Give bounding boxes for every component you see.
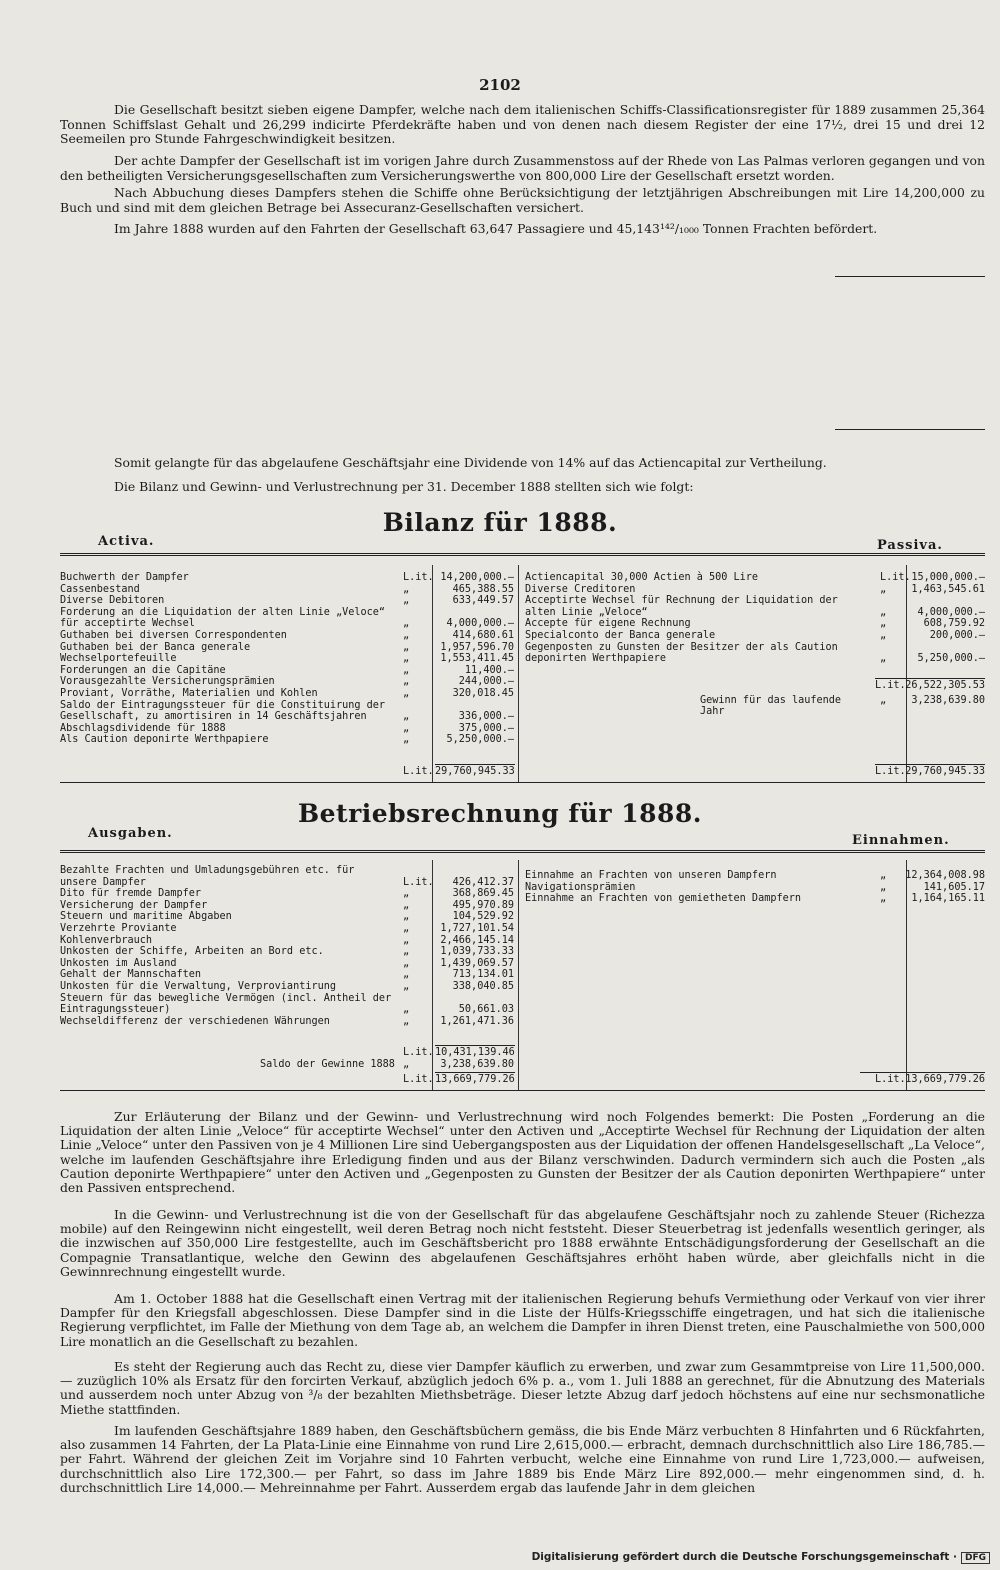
activa-total-rule [435,764,515,765]
activa-row-amount: 375,000.— [458,722,514,734]
bilanz-bottom-rule [60,782,985,783]
einnahmen-row-currency: „ [880,893,887,905]
ausgaben-total-rule [435,1072,515,1073]
einnahmen-heading: Einnahmen. [852,833,950,848]
activa-row-currency: „ [403,653,410,665]
activa-row-label: Saldo der Eintragungssteuer für die Constituirung der Gesellschaft, zu amortisiren in 14 Geschäftsjahren [60,699,392,723]
activa-row [60,734,516,746]
closing-paragraph-2 [60,1208,985,1279]
ausgaben-row-label: Verzehrte Proviante [60,922,177,934]
ausgaben-row-amount: 104,529.92 [452,911,514,923]
passiva-row-amount: 608,759.92 [923,618,985,630]
einnahmen-row-currency: „ [880,870,887,881]
activa-row-amount: 414,680.61 [452,629,514,641]
intro-paragraph-3 [60,186,985,215]
saldo-label: Saldo der Gewinne 1888 [260,1058,395,1070]
ausgaben-row [60,923,516,935]
activa-row-amount: 1,957,596.70 [440,641,514,653]
activa-row-label: Wechselportefeuille [60,653,177,665]
intro-text-3: Nach Abbuchung dieses Dampfers stehen die Schiffe ohne Berücksichtigung der letztjährigen Abschreibungen mit Lire 14,200,000 zu Buch und sind mit dem gleichen Betrage bei Assecuranz-Gesellschaften versichert. [60,185,985,215]
activa-row-amount: 633,449.57 [452,595,514,607]
passiva-row-currency: „ [880,583,887,595]
activa-row [60,653,516,665]
intro-paragraph-4 [60,222,985,237]
einnahmen-total-rule [860,1072,985,1073]
activa-row-label: Guthaben bei diversen Correspondenten [60,629,287,641]
ausgaben-row-label: Kohlenverbrauch [60,934,153,946]
activa-row-label: Abschlagsdividende für 1888 [60,722,226,734]
activa-row-label: Cassenbestand [60,583,140,595]
ausgaben-row-label: Versicherung der Dampfer [60,899,208,911]
einnahmen-row-currency: „ [880,881,887,893]
einnahmen-row [525,870,985,882]
passiva-row [525,642,985,665]
ausgaben-row-currency: „ [403,899,410,911]
ausgaben-row-amount: 368,869.45 [452,888,514,900]
passiva-row-amount: 200,000.— [929,629,985,641]
ausgaben-row-label: Wechseldifferenz der verschiedenen Währungen [60,1015,330,1027]
activa-row-currency: „ [403,595,410,607]
bilanz-intro [60,480,985,495]
ausgaben-row [60,911,516,923]
activa-row [60,572,516,584]
ausgaben-row-label: Steuern und maritime Abgaben [60,911,232,923]
einnahmen-row-amount: 1,164,165.11 [911,893,985,905]
activa-row [60,700,516,723]
ausgaben-row-amount: 2,466,145.14 [440,934,514,946]
ausgaben-row-amount: 713,134.01 [452,969,514,981]
activa-row-label: Als Caution deponirte Werthpapiere [60,734,269,746]
passiva-sub-currency: L.it. [875,680,906,691]
ausgaben-row-label: Dito für fremde Dampfer [60,888,202,900]
dfg-logo: DFG [961,1552,990,1564]
ausgaben-row [60,958,516,970]
ausgaben-row [60,981,516,993]
einnahmen-row-amount: 141,605.17 [923,881,985,893]
ausgaben-row-currency: „ [403,946,410,958]
activa-row-label: Vorausgezahlte Versicherungsprämien [60,676,275,688]
ausgaben-total-currency: L.it. [403,1074,434,1085]
activa-row-amount: 5,250,000.— [446,734,514,746]
ausgaben-row-amount: 1,439,069.57 [440,957,514,969]
passiva-gewinn-label: Gewinn für das laufende Jahr [700,694,848,718]
ausgaben-row [60,900,516,912]
saldo-currency: „ [403,1058,410,1070]
passiva-row-currency: L.it. [880,572,911,583]
ausgaben-row-currency: „ [403,980,410,992]
ausgaben-row-currency: „ [403,957,410,969]
passiva-row-label: Accepte für eigene Rechnung [525,618,691,630]
passiva-row [525,618,985,630]
passiva-row [525,630,985,642]
activa-row-amount: 320,018.45 [452,687,514,699]
einnahmen-row-label: Einnahme an Frachten von unseren Dampfern [525,870,777,881]
activa-row [60,630,516,642]
passiva-row-currency: „ [880,618,887,630]
passiva-row-label: Specialconto der Banca generale [525,629,716,641]
einnahmen-row-label: Einnahme an Frachten von gemietheten Dampfern [525,893,802,905]
ausgaben-row [60,935,516,947]
ausgaben-row-label: Unkosten der Schiffe, Arbeiten an Bord etc. [60,946,324,958]
page-number: 2102 [479,76,521,94]
activa-row-currency: „ [403,734,410,746]
activa-row-currency: „ [403,641,410,653]
ausgaben-row-label: Bezahlte Frachten und Umladungsgebühren etc. für unsere Dampfer [60,865,361,888]
closing-text-4: Es steht der Regierung auch das Recht zu, diese vier Dampfer käuflich zu erwerben, und zwar zum Gesammtpreise von Lire 11,500,000.— zuzüglich 10% als Ersatz für den forcirten Verkauf, abzüglich jedoch 6% p. a., vom 1. Juli 1888 an gerechnet, für die Abnutzung des Materials und ausserdem noch unter Abzug von ³/₈ der bezahlten Miethsbeträge. Dieser letzte Abzug darf jedoch höchstens auf eine nur sechsmonatliche Miethe stattfinden. [60,1359,985,1417]
saldo-amount: 3,238,639.80 [440,1058,514,1070]
einnahmen-row-amount: 12,364,008.98 [905,870,985,881]
activa-table [60,572,516,746]
intro-paragraph-2 [60,154,985,183]
einnahmen-row-label: Navigationsprämien [525,881,636,893]
einnahmen-row [525,893,985,905]
ausgaben-sub-currency: L.it. [403,1047,434,1058]
passiva-sub-row [525,680,985,718]
ausgaben-row-currency: „ [403,1004,410,1016]
bilanz-top-rule [60,553,985,556]
activa-row [60,595,516,607]
activa-row-amount: 4,000,000.— [446,618,514,630]
activa-row-label: Diverse Debitoren [60,595,165,607]
intro-text-1: Die Gesellschaft besitzt sieben eigene Dampfer, welche nach dem italienischen Schiffs-Classificationsregister für 1889 zusammen 25,364 Tonnen Schiffslast Gehalt und 26,299 indicirte Pferdekräfte haben und von denen nach diesem Register der eine 17½, drei 15 und drei 12 Seemeilen pro Stunde Fahrgeschwindigkeit besitzen. [60,102,985,147]
intro-text-4: Im Jahre 1888 wurden auf den Fahrten der Gesellschaft 63,647 Passagiere und 45,143¹⁴²/₁₀₀₀ Tonnen Frachten befördert. [114,221,878,236]
passiva-row-label: Acceptirte Wechsel für Rechnung der Liquidation der alten Linie „Veloce“ [525,595,844,618]
sum-rule [835,276,985,277]
activa-row-label: Forderung an die Liquidation der alten Linie „Veloce“ für acceptirte Wechsel [60,606,392,630]
ausgaben-sub-rows [60,1047,516,1070]
activa-row-label: Buchwerth der Dampfer [60,572,189,583]
distribution-sum-rule [835,429,985,430]
activa-row-amount: 465,388.55 [452,583,514,595]
ausgaben-row-amount: 495,970.89 [452,899,514,911]
ausgaben-row-label: Gehalt der Mannschaften [60,969,202,981]
ausgaben-row-amount: 1,727,101.54 [440,922,514,934]
digitization-footer [532,1551,990,1564]
betrieb-title: Betriebsrechnung für 1888. [298,799,702,828]
footer-text: Digitalisierung gefördert durch die Deutsche Forschungsgemeinschaft · [531,1551,957,1563]
passiva-row-amount: 15,000,000.— [911,572,985,583]
activa-row-currency: „ [403,687,410,699]
ausgaben-table [60,865,516,1027]
ausgaben-row [60,993,516,1016]
passiva-row-currency: „ [880,629,887,641]
einnahmen-table [525,870,985,905]
closing-paragraph-1 [60,1110,985,1195]
ausgaben-row [60,946,516,958]
dividend-text: Somit gelangte für das abgelaufene Geschäftsjahr eine Dividende von 14% auf das Actiencapital zur Vertheilung. [114,455,827,470]
einnahmen-total-currency: L.it. [875,1074,906,1085]
ausgaben-row-label: Unkosten für die Verwaltung, Verproviantirung [60,980,337,992]
passiva-gewinn-amount: 3,238,639.80 [911,694,985,706]
intro-text-2: Der achte Dampfer der Gesellschaft ist im vorigen Jahre durch Zusammenstoss auf der Rhede von Las Palmas verloren gegangen und von den betheiligten Versicherungsgesellschaften zum Versicherungswerthe von 800,000 Lire der Gesellschaft ersetzt worden. [60,153,985,183]
activa-row-amount: 244,000.— [458,676,514,688]
activa-row-currency: „ [403,711,410,723]
ausgaben-row [60,865,516,888]
ausgaben-row-currency: „ [403,922,410,934]
passiva-row [525,572,985,584]
passiva-row-label: Gegenposten zu Gunsten der Besitzer der als Caution deponirten Werthpapiere [525,641,844,665]
ausgaben-row-currency: „ [403,888,410,900]
dividend-paragraph [60,456,985,471]
passiva-total-rule [875,764,985,765]
activa-row-amount: 1,553,411.45 [440,653,514,665]
activa-row-amount: 336,000.— [458,711,514,723]
einnahmen-row [525,882,985,894]
ausgaben-total-row [60,1074,516,1086]
passiva-total-row [525,766,985,778]
bilanz-title: Bilanz für 1888. [382,508,618,537]
activa-total-currency: L.it. [403,766,434,777]
activa-row-currency: „ [403,664,410,676]
activa-row-label: Proviant, Vorräthe, Materialien und Kohlen [60,687,318,699]
activa-row-currency: „ [403,629,410,641]
passiva-sub-amount: 26,522,305.53 [905,680,985,691]
closing-text-3: Am 1. October 1888 hat die Gesellschaft einen Vertrag mit der italienischen Regierung behufs Vermiethung oder Verkauf von vier ihrer Dampfer für den Kriegsfall abgeschlossen. Diese Dampfer sind in die Liste der Hülfs-Kriegsschiffe eingetragen, und hat sich die italienische Regierung verpflichtet, im Falle der Miethung von dem Tage ab, an welchem die Dampfer in ihren Dienst treten, eine Pauschalmiethe von 500,000 Lire monatlich an die Gesellschaft zu bezahlen. [60,1291,985,1349]
activa-row-label: Forderungen an die Capitäne [60,664,226,676]
passiva-table [525,572,985,665]
passiva-row-currency: „ [880,606,887,618]
ausgaben-row-currency: „ [403,934,410,946]
betrieb-top-rule [60,850,985,853]
passiva-total-currency: L.it. [875,766,906,777]
passiva-row-label: Actiencapital 30,000 Actien à 500 Lire [525,572,759,583]
passiva-row-amount: 4,000,000.— [917,606,985,618]
activa-row [60,584,516,596]
passiva-row [525,595,985,618]
ausgaben-row-amount: 50,661.03 [458,1004,514,1016]
ausgaben-row-amount: 1,261,471.36 [440,1015,514,1027]
closing-text-1: Zur Erläuterung der Bilanz und der Gewinn- und Verlustrechnung wird noch Folgendes bemerkt: Die Posten „Forderung an die Liquidation der alten Linie „Veloce“ für acceptirte Wechsel“ unter den Activen und „Acceptirte Wechsel für Rechnung der Liquidation der alten Linie „Veloce“ unter den Passiven von je 4 Millionen Lire sind Uebergangsposten aus der Liquidation der offenen Handelsgesellschaft „La Veloce“, welche im laufenden Geschäftsjahre ihre Erledigung finden und aus der Bilanz verschwinden. Dadurch vermindern sich auch die Posten „als Caution deponirte Werthpapiere“ unter den Activen und „Gegenposten zu Gunsten der Besitzer der als Caution deponirten Werthpapiere“ unter den Passiven entsprechend. [60,1109,985,1196]
ausgaben-row-label: Unkosten im Ausland [60,957,177,969]
activa-row [60,607,516,630]
passiva-row-label: Diverse Creditoren [525,583,636,595]
activa-total-row [60,766,516,778]
activa-row-currency: „ [403,583,410,595]
activa-row [60,723,516,735]
passiva-sub-rule [875,678,985,679]
intro-paragraph-1 [60,103,985,147]
passiva-row-amount: 5,250,000.— [917,653,985,665]
passiva-gewinn-currency: „ [880,694,887,706]
activa-row-amount: 14,200,000.— [440,572,514,583]
ausgaben-row [60,969,516,981]
closing-paragraph-5 [60,1424,985,1495]
activa-row-amount: 11,400.— [464,664,514,676]
ausgaben-row-amount: 1,039,733.33 [440,946,514,958]
passiva-heading: Passiva. [877,538,943,553]
activa-row-currency: „ [403,618,410,630]
activa-row-currency: „ [403,676,410,688]
activa-total-amount: 29,760,945.33 [435,766,515,777]
activa-row-label: Guthaben bei der Banca generale [60,641,251,653]
einnahmen-total-amount: 13,669,779.26 [905,1074,985,1085]
ausgaben-sub-amount: 10,431,139.46 [435,1047,515,1058]
activa-row [60,642,516,654]
activa-row [60,676,516,688]
closing-text-5: Im laufenden Geschäftsjahre 1889 haben, den Geschäftsbüchern gemäss, die bis Ende März verbuchten 8 Hinfahrten und 6 Rückfahrten, also zusammen 14 Fahrten, der La Plata-Linie eine Einnahme von rund Lire 2,615,000.— erbracht, demnach durchschnittlich also Lire 186,785.— per Fahrt. Während der gleichen Zeit im Vorjahre sind 10 Fahrten verbucht, welche eine Einnahme von rund Lire 1,723,000.— aufweisen, durchschnittlich also Lire 172,300.— per Fahrt, so dass im Jahre 1889 bis Ende März Lire 892,000.— mehr eingenommen sind, d. h. durchschnittlich Lire 14,000.— Mehreinnahme per Fahrt. Ausserdem ergab das laufende Jahr in dem gleichen [60,1423,985,1495]
ausgaben-row-currency: L.it. [403,876,434,888]
passiva-row-currency: „ [880,653,887,665]
ausgaben-row [60,888,516,900]
closing-paragraph-4 [60,1360,985,1417]
passiva-row-amount: 1,463,545.61 [911,583,985,595]
ausgaben-row-currency: „ [403,911,410,923]
activa-row [60,688,516,700]
bilanz-intro-text: Die Bilanz und Gewinn- und Verlustrechnung per 31. December 1888 stellten sich wie folgt: [114,479,694,494]
ausgaben-row-amount: 426,412.37 [452,876,514,888]
closing-text-2: In die Gewinn- und Verlustrechnung ist die von der Gesellschaft für das abgelaufene Geschäftsjahr noch zu zahlende Steuer (Richezza mobile) auf den Reingewinn nicht eingestellt, weil deren Betrag noch nicht feststeht. Dieser Steuerbetrag ist jedenfalls wesentlich geringer, als die inzwischen auf 350,000 Lire festgestellte, auch im Geschäftsbericht pro 1888 erwähnte Entschädigungsforderung der Gesellschaft an die Compagnie Transatlantique, welche den Gewinn des abgelaufenen Geschäftsjahres erhöht haben würde, aber gleichfalls nicht in die Gewinnrechnung eingestellt wurde. [60,1207,985,1279]
einnahmen-total-row [525,1074,985,1086]
betrieb-center-divider [518,860,519,1090]
passiva-row [525,584,985,596]
ausgaben-total-amount: 13,669,779.26 [435,1074,515,1085]
activa-row-currency: L.it. [403,572,434,583]
activa-row-currency: „ [403,722,410,734]
passiva-total-amount: 29,760,945.33 [905,766,985,777]
ausgaben-row-amount: 338,040.85 [452,980,514,992]
ausgaben-row [60,1016,516,1028]
bilanz-center-divider [518,565,519,783]
ausgaben-sub-rule [435,1045,515,1046]
activa-heading: Activa. [98,534,155,549]
ausgaben-row-currency: „ [403,969,410,981]
ausgaben-row-label: Steuern für das bewegliche Vermögen (incl. Antheil der Eintragungssteuer) [60,992,398,1016]
betrieb-bottom-rule [60,1090,985,1091]
ausgaben-heading: Ausgaben. [88,826,173,841]
activa-row [60,665,516,677]
ausgaben-row-currency: „ [403,1015,410,1027]
closing-paragraph-3 [60,1292,985,1349]
